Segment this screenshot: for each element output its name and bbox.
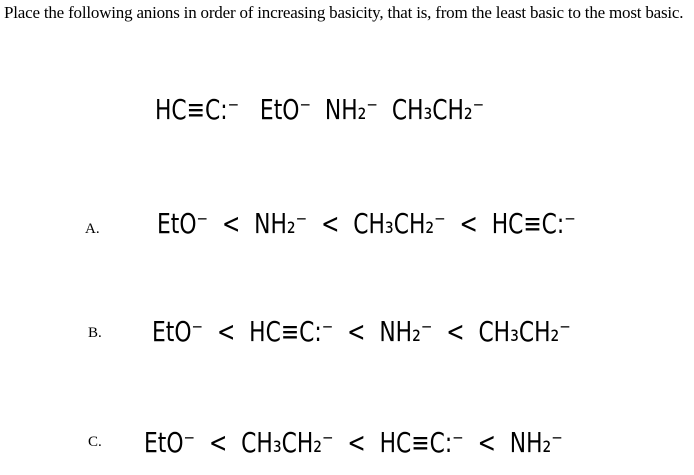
option-a-sequence: EtO⁻ < NH₂⁻ < CH₃CH₂⁻ < HC≡C:⁻ (157, 207, 576, 240)
given-anions: HC≡C:⁻ EtO⁻ NH₂⁻ CH₃CH₂⁻ (155, 93, 485, 126)
option-a-letter: A. (85, 221, 100, 237)
option-b-sequence: EtO⁻ < HC≡C:⁻ < NH₂⁻ < CH₃CH₂⁻ (152, 315, 571, 348)
option-b-letter: B. (88, 325, 102, 341)
option-c-letter: C. (88, 434, 102, 450)
question-prompt: Place the following anions in order of increasing basicity, that is, from the least basic to the most basic. (4, 3, 684, 22)
option-c-sequence: EtO⁻ < CH₃CH₂⁻ < HC≡C:⁻ < NH₂⁻ (144, 426, 563, 459)
